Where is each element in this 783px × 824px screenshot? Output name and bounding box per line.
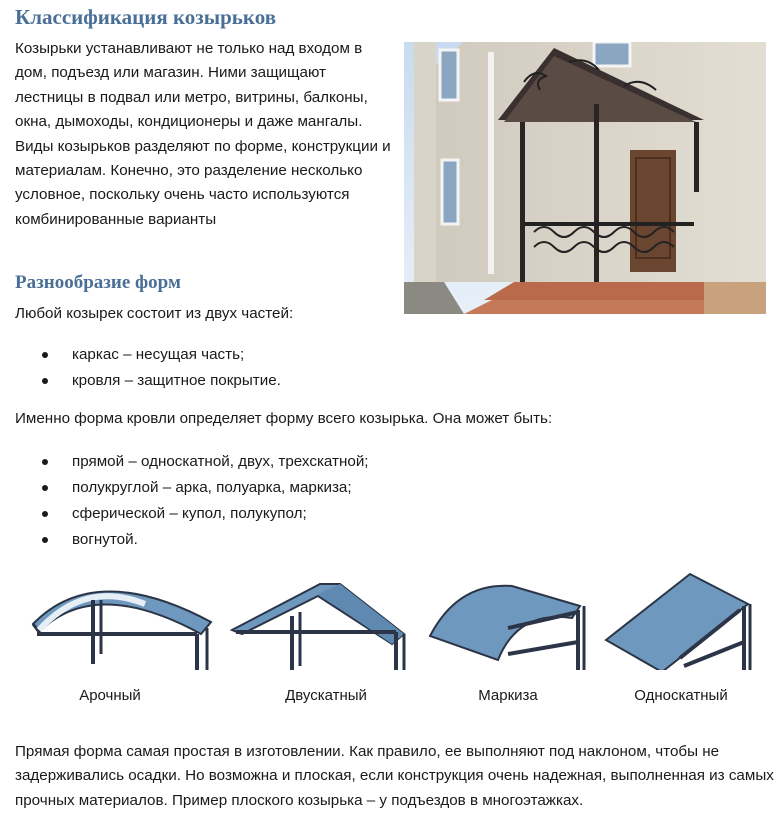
bullet-icon (42, 511, 48, 517)
list-item: сферической – купол, полукупол; (15, 501, 369, 527)
caption-single-pitch: Односкатный (634, 687, 728, 704)
consists-paragraph: Любой козырек состоит из двух частей: (15, 305, 294, 322)
list-item: вогнутой. (15, 527, 369, 553)
bullet-icon (42, 537, 48, 543)
form-paragraph: Именно форма кровли определяет форму всего козырька. Она может быть: (15, 410, 553, 427)
caption-gable: Двускатный (285, 687, 367, 704)
bullet-icon (42, 485, 48, 491)
parts-list (15, 342, 281, 394)
marquise-canopy-illustration (428, 570, 588, 670)
gable-canopy-illustration (228, 570, 408, 670)
bullet-icon (42, 352, 48, 358)
bullet-icon (42, 378, 48, 384)
intro-paragraph: Козырьки устанавливают не только над входом в дом, подъезд или магазин. Ними защищают лестницы в подвал или метро, витрины, балконы, окна, дымоходы, кондиционеры и даже мангалы. Виды козырьков разделяют по форме, конструкции и материалам. Конечно, это разделение несколько условное, поскольку очень часто используются комбинированные варианты (15, 40, 391, 228)
forms-list (15, 449, 369, 553)
bullet-icon (42, 459, 48, 465)
section-title: Разнообразие форм (15, 272, 181, 293)
caption-arched: Арочный (79, 687, 141, 704)
arched-canopy-illustration (25, 570, 215, 670)
list-item: прямой – односкатной, двух, трехскатной; (15, 449, 369, 475)
caption-marquise: Маркиза (478, 687, 538, 704)
list-item: кровля – защитное покрытие. (15, 368, 281, 394)
list-item: полукруглой – арка, полуарка, маркиза; (15, 475, 369, 501)
single-pitch-canopy-illustration (604, 570, 754, 670)
page-title: Классификация козырьков (15, 5, 277, 29)
list-item: каркас – несущая часть; (15, 342, 281, 368)
canopy-photo (404, 42, 766, 314)
final-paragraph: Прямая форма самая простая в изготовлении. Как правило, ее выполняют под наклоном, чтобы не задерживались осадки. Но возможна и плоская, если конструкция очень надежная, выполненная из самых прочных материалов. Пример плоского козырька – у подъездов в многоэтажках. (15, 743, 774, 809)
